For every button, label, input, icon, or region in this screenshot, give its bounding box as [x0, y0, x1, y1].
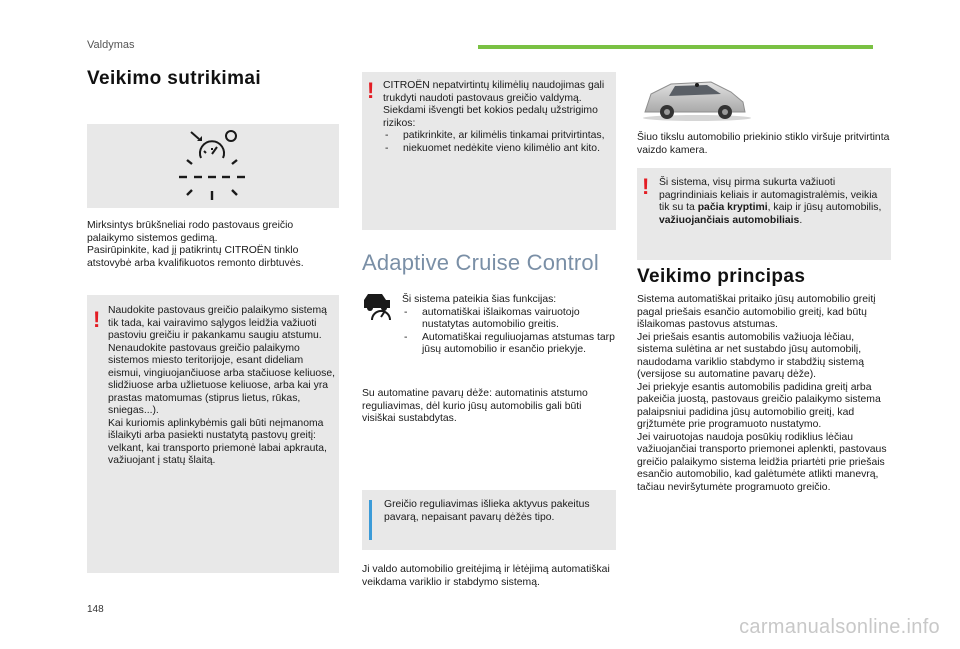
- usage-warning-text: Naudokite pastovaus greičio palaikymo sistemą tik tada, kai vairavimo sąlygos leidžia važiuoti pastoviu greičiu ir pakankamu saugiu atstumu. Nenaudokite pastovaus greičio palaikymo sistemos miesto teritorijoje, esant dideliam eismui, vingiuojančiuose arba stačiuose keliuose, slidžiuose arba užlietuose keliuose, arba kai yra prastas matomumas (stiprus lietus, rūkas, sniegas...). Kai kuriomis aplinkybėmis gali būti neįmanoma išlaikyti arba pasiekti nustatytą pastovų greitį: velkant, kai transporto priemonė labai apkrauta, važiuojant į statų šlaitą.: [108, 305, 335, 466]
- list-item: - automatiškai išlaikomas vairuotojo nustatytas automobilio greitis.: [402, 307, 616, 332]
- fault-description: Mirksintys brūkšneliai rodo pastovaus greičio palaikymo sistemos gedimą. Pasirūpinkite, kad jį patikrintų CITROËN tinklo atstovybė arba kvalifikuotos remonto dirbtuvės.: [87, 220, 304, 269]
- usage-warning-box: [87, 295, 339, 573]
- warning-icon: !: [93, 307, 101, 332]
- info-box: [362, 490, 616, 550]
- info-text: Greičio reguliavimas išlieka aktyvus pakeitus pavarą, nepaisant pavarų dėžės tipo.: [384, 499, 593, 523]
- mats-warning-box: [362, 72, 616, 230]
- acc-intro: Ši sistema pateikia šias funkcijas:: [402, 294, 557, 305]
- list-item: - niekuomet nedėkite vieno kilimėlio ant kito.: [383, 143, 615, 156]
- principle-text: Sistema automatiškai pritaiko jūsų automobilio greitį pagal priešais esančio automobilio greitį, kad būtų išlaikomas pastovus atstumas. Jei priešais esantis automobilis važiuoja lėčiau, sistema sulėtina ar net sustabdo jūsų automobilį, naudodama variklio stabdymo ir stabdžių sistemą (versijose su automatine pavarų dėže). Jei priekyje esantis automobilis padidina greitį arba pakeičia juostą, pastovaus greičio palaikymo sistema palaipsniui padidina jūsų automobilio greitį, kad grįžtumėte prie programuoto nustatymo. Jei vairuotojas naudoja posūkių rodiklius lėčiau važiuojančiai transporto priemonei aplenkti, pastovaus greičio palaikymo sistema leidžia priartėti prie priešais esančio automobilio, kad galėtumėte atlikti manevrą, tačiau neviršytumėte programuoto greičio.: [637, 294, 887, 493]
- camera-caption: Šiuo tikslu automobilio priekinio stiklo viršuje pritvirtinta vaizdo kamera.: [637, 132, 893, 156]
- acc-auto-text: Su automatine pavarų dėže: automatinis atstumo reguliavimas, dėl kurio jūsų automobilis gali būti visiškai sustabdytas.: [362, 388, 591, 424]
- mats-warning-text: CITROËN nepatvirtintų kilimėlių naudojimas gali trukdyti naudoti pastovaus greičio valdymą. Siekdami išvengti bet kokios pedalų užstrigimo rizikos:: [383, 80, 605, 129]
- cruise-control-fault-icon: [87, 124, 339, 208]
- page-number: 148: [87, 604, 104, 615]
- adaptive-cruise-car-icon: [362, 290, 398, 324]
- warning-icon: !: [367, 78, 375, 103]
- info-icon: [369, 500, 372, 540]
- warning-icon: !: [642, 174, 650, 199]
- principle-title: Veikimo principas: [637, 266, 806, 287]
- car-front-camera-illustration: [637, 72, 757, 122]
- faults-title: Veikimo sutrikimai: [87, 68, 262, 89]
- acc-title: Adaptive Cruise Control: [362, 250, 599, 275]
- list-item: - Automatiškai reguliuojamas atstumas tarp jūsų automobilio ir esančio priekyje.: [402, 332, 616, 357]
- detection-warning-box: [637, 168, 891, 260]
- watermark: carmanualsonline.info: [739, 616, 940, 638]
- detection-warning-text: Ši sistema, visų pirma sukurta važiuoti pagrindiniais keliais ir automagistralėmis, veikia tik su ta pačia kryptimi, kaip ir jūsų automobilis, važiuojančiais automobiliais.: [659, 177, 885, 226]
- list-item: - patikrinkite, ar kilimėlis tinkamai pritvirtintas,: [383, 130, 615, 143]
- acc-functions-list: [402, 307, 616, 357]
- acc-engine-text: Ji valdo automobilio greitėjimą ir lėtėjimą automatiškai veikdama variklio ir stabdymo sistemą.: [362, 564, 613, 588]
- cruise-fault-icon-box: [87, 124, 339, 208]
- mats-warning-list: [383, 130, 615, 155]
- section-label: Valdymas: [87, 39, 135, 51]
- section-accent-bar: [478, 45, 873, 49]
